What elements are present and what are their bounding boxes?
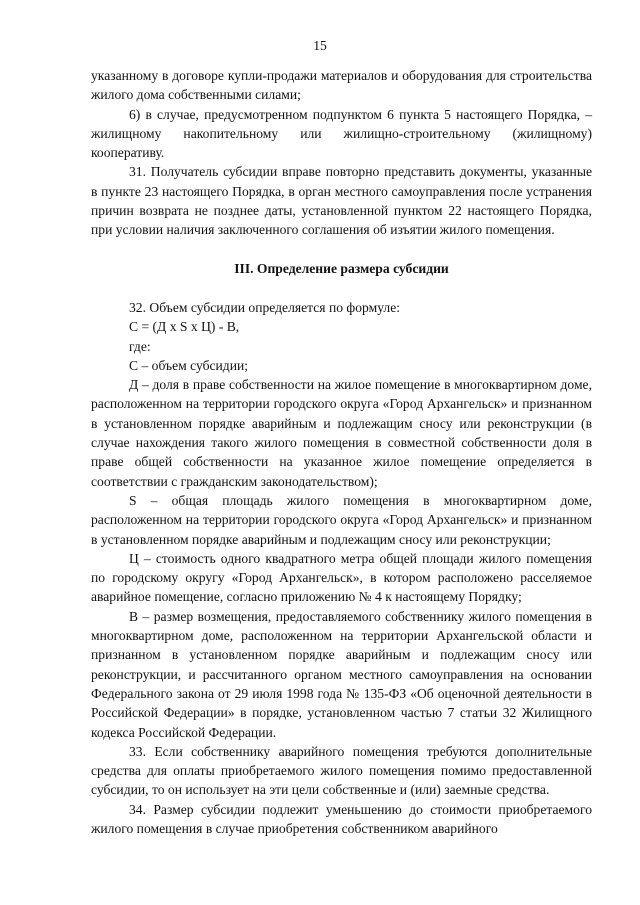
where-label: где: <box>129 338 151 354</box>
page-number: 15 <box>313 38 327 53</box>
definition-d: Д – доля в праве собственности на жилое помещение в многоквартирном доме, расположенном на территории городского округа «Город Архангельск» и признанном в установленном порядке аварийным и подлежащим сносу или реконструкции (в случае нахождения такого жилого помещения в совместной собственности доля в праве общей собственности на указанное жилое помещение определяется в соответствии с гражданским законодательством); <box>91 377 592 489</box>
paragraph-item-6: 6) в случае, предусмотренном подпунктом 6 пункта 5 настоящего Порядка, – жилищному накопительному или жилищно-строительному (жилищному) кооперативу. <box>91 106 592 161</box>
paragraph-continuation: указанному в договоре купли-продажи материалов и оборудования для строительства жилого дома собственными силами; <box>91 68 592 103</box>
paragraph-33: 33. Если собственнику аварийного помещения требуются дополнительные средства для оплаты приобретаемого жилого помещения помимо предоставленной субсидии, то он использует на эти цели собственные и (или) заемные средства. <box>91 743 592 798</box>
definition-s: S – общая площадь жилого помещения в многоквартирном доме, расположенном на территории городского округа «Город Архангельск» и признанном в установленном порядке аварийным и подлежащим сносу или реконструкции; <box>91 492 592 547</box>
formula: С = (Д х S х Ц) - В, <box>129 319 240 335</box>
document-body <box>91 66 592 838</box>
definition-ts: Ц – стоимость одного квадратного метра общей площади жилого помещения по городскому округу «Город Архангельск», в котором расположено расселяемое аварийное помещение, согласно приложению № 4 к настоящему Порядку; <box>91 550 592 605</box>
definition-c: С – объем субсидии; <box>129 357 249 373</box>
paragraph-31: 31. Получатель субсидии вправе повторно представить документы, указанные в пункте 23 настоящего Порядка, в орган местного самоуправления после устранения причин возврата не позднее даты, установленной пунктом 22 настоящего Порядка, при условии наличия заключенного соглашения об изъятии жилого помещения. <box>91 164 592 238</box>
section-heading: III. Определение размера субсидии <box>234 260 449 276</box>
paragraph-34: 34. Размер субсидии подлежит уменьшению до стоимости приобретаемого жилого помещения в случае приобретения собственником аварийного <box>91 801 592 836</box>
paragraph-32: 32. Объем субсидии определяется по формуле: <box>129 299 401 315</box>
definition-v: В – размер возмещения, предоставляемого собственнику жилого помещения в многоквартирном доме, расположенном на территории Архангельской области и признанном в установленном порядке аварийным и подлежащим сносу или реконструкции, и рассчитанного органом местного самоуправления на основании Федерального закона от 29 июля 1998 года № 135-ФЗ «Об оценочной деятельности в Российской Федерации» в порядке, установленном частью 7 статьи 32 Жилищного кодекса Российской Федерации. <box>91 608 592 740</box>
